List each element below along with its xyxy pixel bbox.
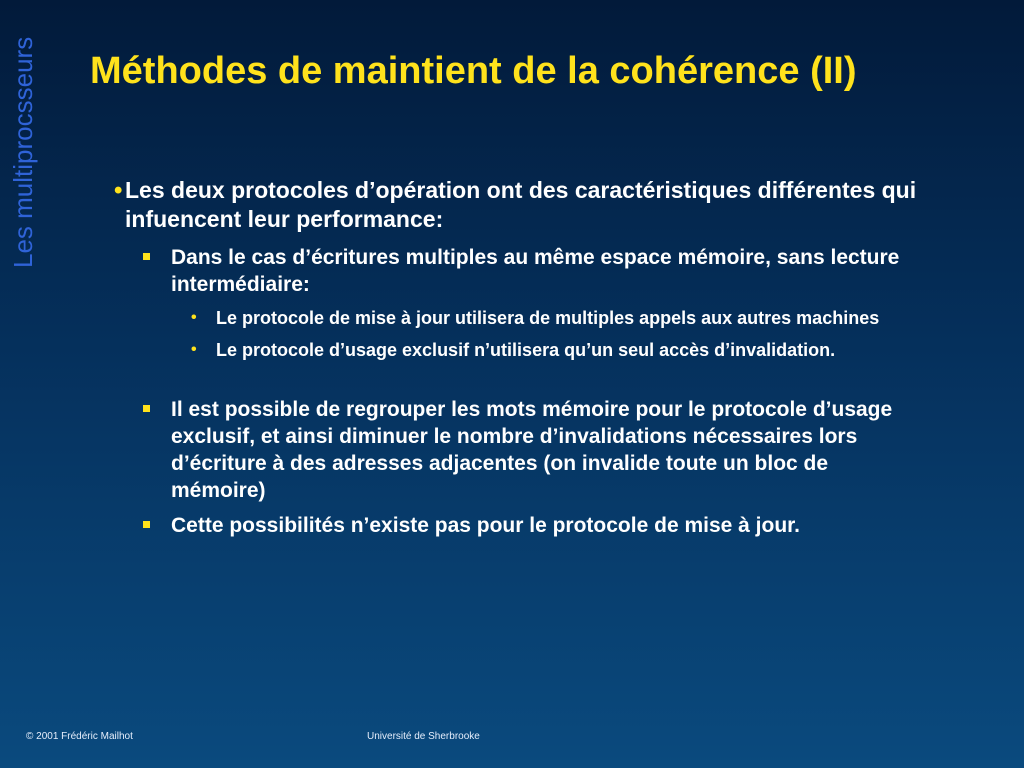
square-bullet-icon [143,521,150,528]
bullet-dot-icon: • [191,309,197,326]
footer-copyright: © 2001 Frédéric Mailhot [26,731,133,742]
sub-bullet-text: Dans le cas d’écritures multiples au même espace mémoire, sans lecture intermédiaire: [171,246,900,296]
square-bullet-icon [143,253,150,260]
square-bullet-icon [143,405,150,412]
sub-bullet-item [92,396,922,504]
sub-sub-bullet-item [92,338,922,362]
sub-bullet-text: Cette possibilités n’existe pas pour le protocole de mise à jour. [171,514,801,537]
sub-bullet-text: Il est possible de regrouper les mots mémoire pour le protocole d’usage exclusif, et ainsi diminuer le nombre d’invalidations nécessaires lors d’écriture à des adresses adjacentes (on invalide toute un bloc de mémoire) [171,398,893,502]
bullet-text: Les deux protocoles d’opération ont des caractéristiques différentes qui infuencent leur performance: [125,177,917,232]
sub-sub-bullet-text: Le protocole de mise à jour utilisera de multiples appels aux autres machines [216,308,880,328]
spacer [92,370,922,396]
slide-title: Méthodes de maintient de la cohérence (II) [90,50,857,92]
bullet-item [92,176,922,234]
sub-sub-bullet-item [92,306,922,330]
side-title: Les multiprocsseurs [8,36,38,268]
footer-institution: Université de Sherbrooke [367,731,480,742]
sub-sub-bullet-text: Le protocole d’usage exclusif n’utilisera qu’un seul accès d’invalidation. [216,340,836,360]
sub-bullet-item [92,244,922,298]
bullet-dot-icon: • [114,177,123,204]
sub-bullet-item [92,512,922,539]
bullet-dot-icon: • [191,341,197,358]
slide-content [92,176,922,547]
